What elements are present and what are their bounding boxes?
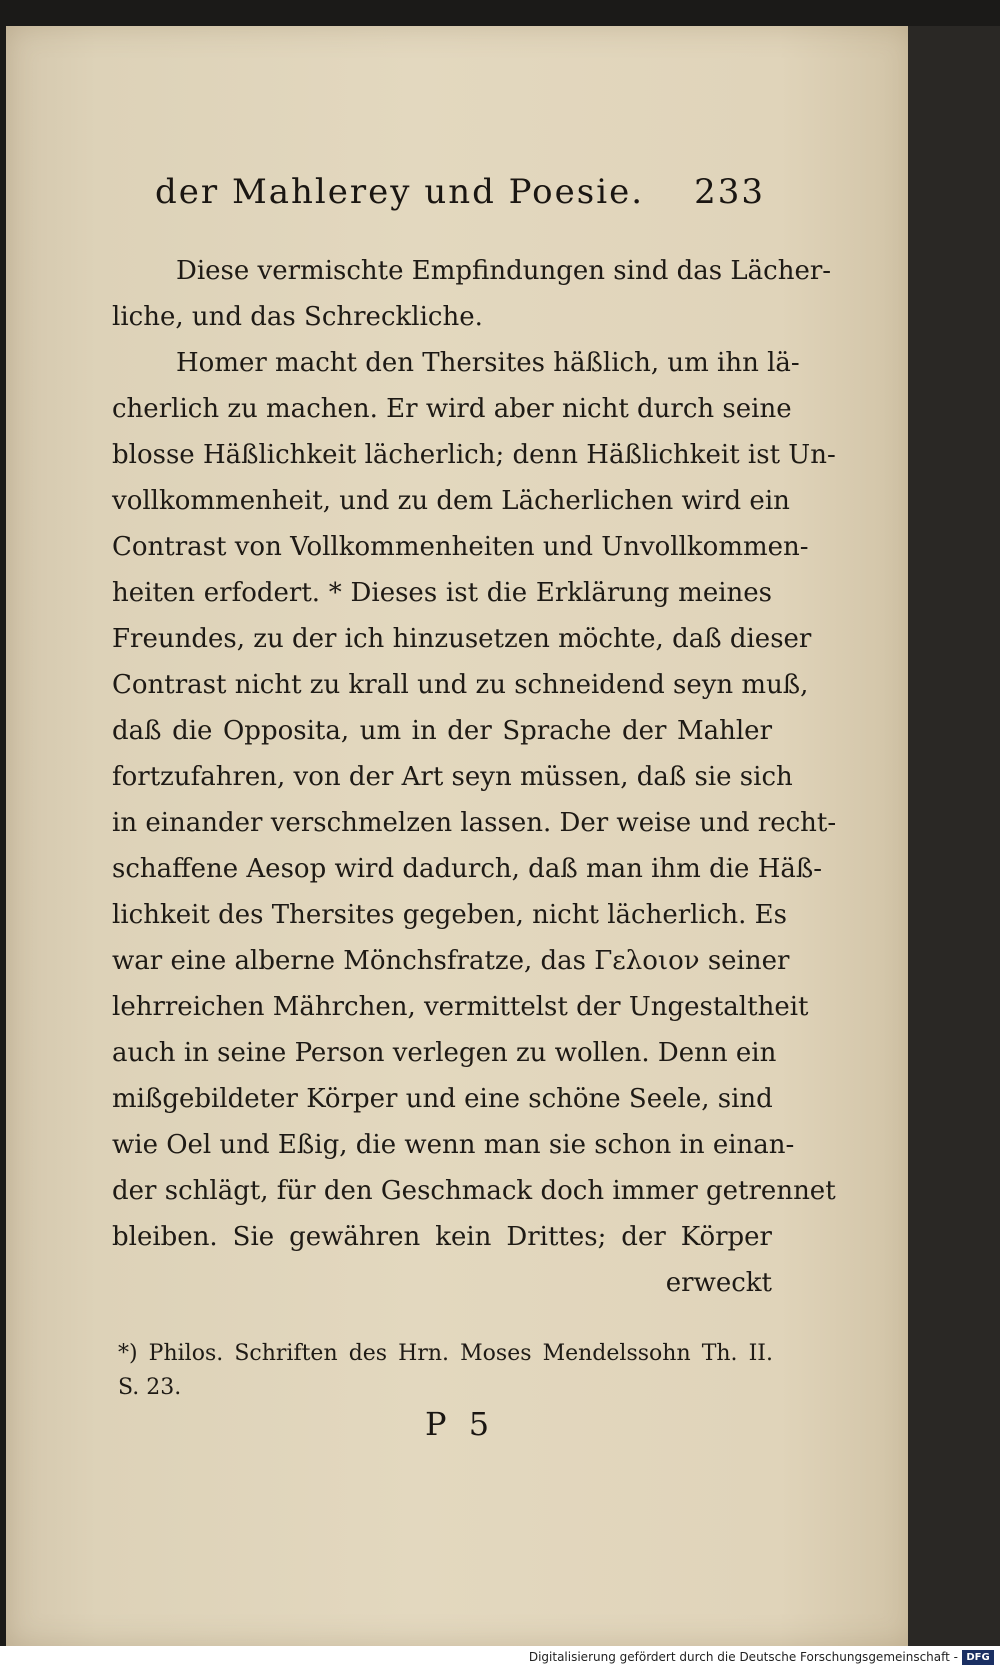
digitization-credit: Digitalisierung gefördert durch die Deutsche Forschungsgemeinschaft - bbox=[528, 1650, 958, 1664]
text-line: liche, und das Schreckliche. bbox=[112, 302, 483, 332]
text-line: daß die Opposita, um in der Sprache der Mahler bbox=[112, 716, 772, 746]
text-line: der schlägt, für den Geschmack doch immer getrennet bbox=[112, 1176, 836, 1206]
signature-mark: P 5 bbox=[425, 1405, 496, 1443]
text-line: in einander verschmelzen lassen. Der weise und recht- bbox=[112, 808, 837, 838]
text-line: vollkommenheit, und zu dem Lächerlichen wird ein bbox=[112, 486, 790, 516]
footnote-line: S. 23. bbox=[118, 1375, 182, 1400]
text-line: auch in seine Person verlegen zu wollen. Denn ein bbox=[112, 1038, 777, 1068]
text-line: Homer macht den Thersites häßlich, um ihn lä- bbox=[176, 348, 800, 378]
text-line: bleiben. Sie gewähren kein Drittes; der Körper bbox=[112, 1222, 772, 1252]
running-head bbox=[155, 172, 765, 222]
text-line: Contrast nicht zu krall und zu schneidend seyn muß, bbox=[112, 670, 809, 700]
footnote bbox=[118, 1337, 773, 1405]
text-line: Diese vermischte Empfindungen sind das Lächer- bbox=[176, 256, 832, 286]
text-line: fortzufahren, von der Art seyn müssen, daß sie sich bbox=[112, 762, 793, 792]
text-line: mißgebildeter Körper und eine schöne Seele, sind bbox=[112, 1084, 773, 1114]
text-line: heiten erfodert. * Dieses ist die Erklärung meines bbox=[112, 578, 772, 608]
text-line: blosse Häßlichkeit lächerlich; denn Häßlichkeit ist Un- bbox=[112, 440, 836, 470]
page-number: 233 bbox=[694, 172, 765, 212]
running-title: der Mahlerey und Poesie. bbox=[155, 172, 645, 212]
text-line: wie Oel und Eßig, die wenn man sie schon in einan- bbox=[112, 1130, 795, 1160]
body-text bbox=[112, 248, 837, 1306]
text-line: Contrast von Vollkommenheiten und Unvollkommen- bbox=[112, 532, 809, 562]
text-line: Freundes, zu der ich hinzusetzen möchte, daß dieser bbox=[112, 624, 812, 654]
text-line: cherlich zu machen. Er wird aber nicht durch seine bbox=[112, 394, 792, 424]
text-line: lehrreichen Mährchen, vermittelst der Ungestaltheit bbox=[112, 992, 809, 1022]
catchword: erweckt bbox=[665, 1268, 772, 1298]
scan-background-board bbox=[908, 26, 1000, 1646]
text-line: lichkeit des Thersites gegeben, nicht lächerlich. Es bbox=[112, 900, 787, 930]
footnote-line: *) Philos. Schriften des Hrn. Moses Mendelssohn Th. II. bbox=[118, 1341, 773, 1366]
dfg-logo: DFG bbox=[962, 1650, 994, 1665]
text-line: war eine alberne Mönchsfratze, das Γελοιον seiner bbox=[112, 946, 790, 976]
text-line: schaffene Aesop wird dadurch, daß man ihm die Häß- bbox=[112, 854, 823, 884]
